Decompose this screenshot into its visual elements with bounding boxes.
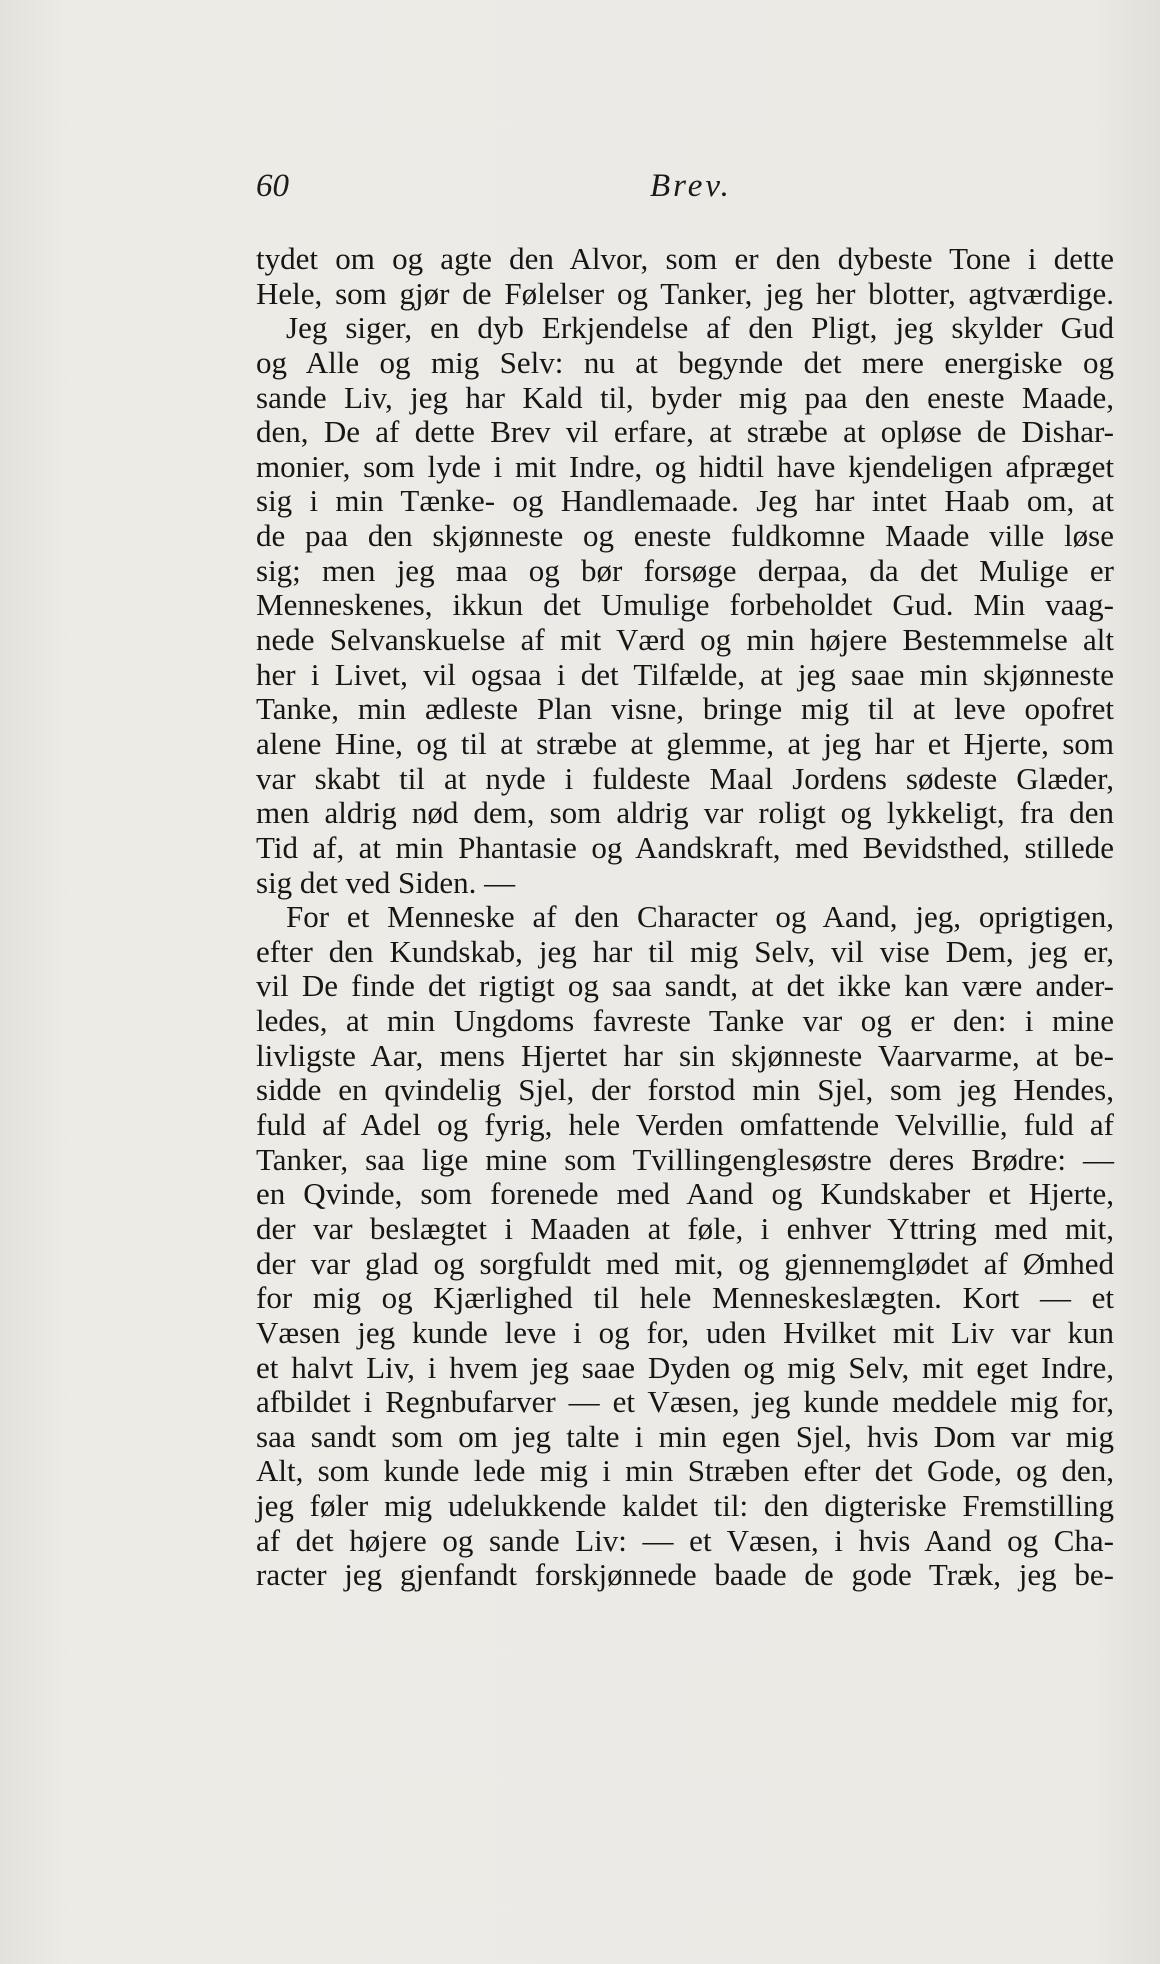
text-line: sig; men jeg maa og bør forsøge derpaa, da det Mulige er	[256, 552, 1114, 588]
text-line: der var glad og sorgfuldt med mit, og gjennemglødet af Ømhed	[256, 1245, 1114, 1281]
running-head	[256, 168, 1116, 218]
text-line: Væsen jeg kunde leve i og for, uden Hvilket mit Liv var kun	[256, 1314, 1114, 1350]
text-line: her i Livet, vil ogsaa i det Tilfælde, at jeg saae min skjønneste	[256, 656, 1114, 692]
text-line: alene Hine, og til at stræbe at glemme, at jeg har et Hjerte, som	[256, 725, 1114, 761]
page-number: 60	[256, 168, 289, 204]
text-line: vil De finde det rigtigt og saa sandt, at det ikke kan være ander-	[256, 968, 1114, 1004]
text-line: de paa den skjønneste og eneste fuldkomne Maade ville løse	[256, 518, 1114, 554]
text-line: efter den Kundskab, jeg har til mig Selv, vil vise Dem, jeg er,	[256, 933, 1114, 969]
text-line: Alt, som kunde lede mig i min Stræben efter det Gode, og den,	[256, 1453, 1114, 1489]
text-line: sig i min Tænke- og Handlemaade. Jeg har intet Haab om, at	[256, 483, 1114, 519]
text-line: nede Selvanskuelse af mit Værd og min højere Bestemmelse alt	[256, 622, 1114, 658]
text-line: Menneskenes, ikkun det Umulige forbeholdet Gud. Min vaag-	[256, 587, 1114, 623]
text-line: en Qvinde, som forenede med Aand og Kundskaber et Hjerte,	[256, 1176, 1114, 1212]
text-line: For et Menneske af den Character og Aand, jeg, oprigtigen,	[286, 899, 1114, 935]
text-line: Tanker, saa lige mine som Tvillingenglesøstre deres Brødre: —	[256, 1141, 1114, 1177]
text-line: Tanke, min ædleste Plan visne, bringe mig til at leve opofret	[256, 691, 1114, 727]
running-title: Brev.	[650, 168, 732, 204]
text-line: ledes, at min Ungdoms favreste Tanke var og er den: i mine	[256, 1003, 1114, 1039]
text-line: men aldrig nød dem, som aldrig var roligt og lykkeligt, fra den	[256, 795, 1114, 831]
text-line: og Alle og mig Selv: nu at begynde det mere energiske og	[256, 344, 1114, 380]
text-line: saa sandt som om jeg talte i min egen Sjel, hvis Dom var mig	[256, 1418, 1114, 1454]
text-line: racter jeg gjenfandt forskjønnede baade de gode Træk, jeg be-	[256, 1557, 1114, 1593]
text-line: Hele, som gjør de Følelser og Tanker, jeg her blotter, agtværdige.	[256, 275, 1114, 311]
text-line: afbildet i Regnbufarver — et Væsen, jeg kunde meddele mig for,	[256, 1384, 1114, 1420]
body-text	[256, 242, 1114, 1593]
text-line: sidde en qvindelig Sjel, der forstod min Sjel, som jeg Hendes,	[256, 1072, 1114, 1108]
text-line: Jeg siger, en dyb Erkjendelse af den Pligt, jeg skylder Gud	[286, 310, 1114, 346]
text-line: Tid af, at min Phantasie og Aandskraft, med Bevidsthed, stillede	[256, 829, 1114, 865]
text-line: tydet om og agte den Alvor, som er den dybeste Tone i dette	[256, 241, 1114, 276]
text-line: livligste Aar, mens Hjertet har sin skjønneste Vaarvarme, at be-	[256, 1037, 1114, 1073]
text-line: monier, som lyde i mit Indre, og hidtil have kjendeligen afpræget	[256, 448, 1114, 484]
text-line: den, De af dette Brev vil erfare, at stræbe at opløse de Dishar-	[256, 414, 1114, 450]
text-line: jeg føler mig udelukkende kaldet til: den digteriske Fremstilling	[256, 1488, 1114, 1524]
text-line: sande Liv, jeg har Kald til, byder mig paa den eneste Maade,	[256, 379, 1114, 415]
text-line: af det højere og sande Liv: — et Væsen, i hvis Aand og Cha-	[256, 1522, 1114, 1558]
text-line: sig det ved Siden. —	[256, 864, 516, 900]
text-line: var skabt til at nyde i fuldeste Maal Jordens sødeste Glæder,	[256, 760, 1114, 796]
text-line: fuld af Adel og fyrig, hele Verden omfattende Velvillie, fuld af	[256, 1107, 1114, 1143]
text-line: for mig og Kjærlighed til hele Menneskeslægten. Kort — et	[256, 1280, 1114, 1316]
text-line: der var beslægtet i Maaden at føle, i enhver Yttring med mit,	[256, 1210, 1114, 1246]
text-line: et halvt Liv, i hvem jeg saae Dyden og mig Selv, mit eget Indre,	[256, 1349, 1114, 1385]
